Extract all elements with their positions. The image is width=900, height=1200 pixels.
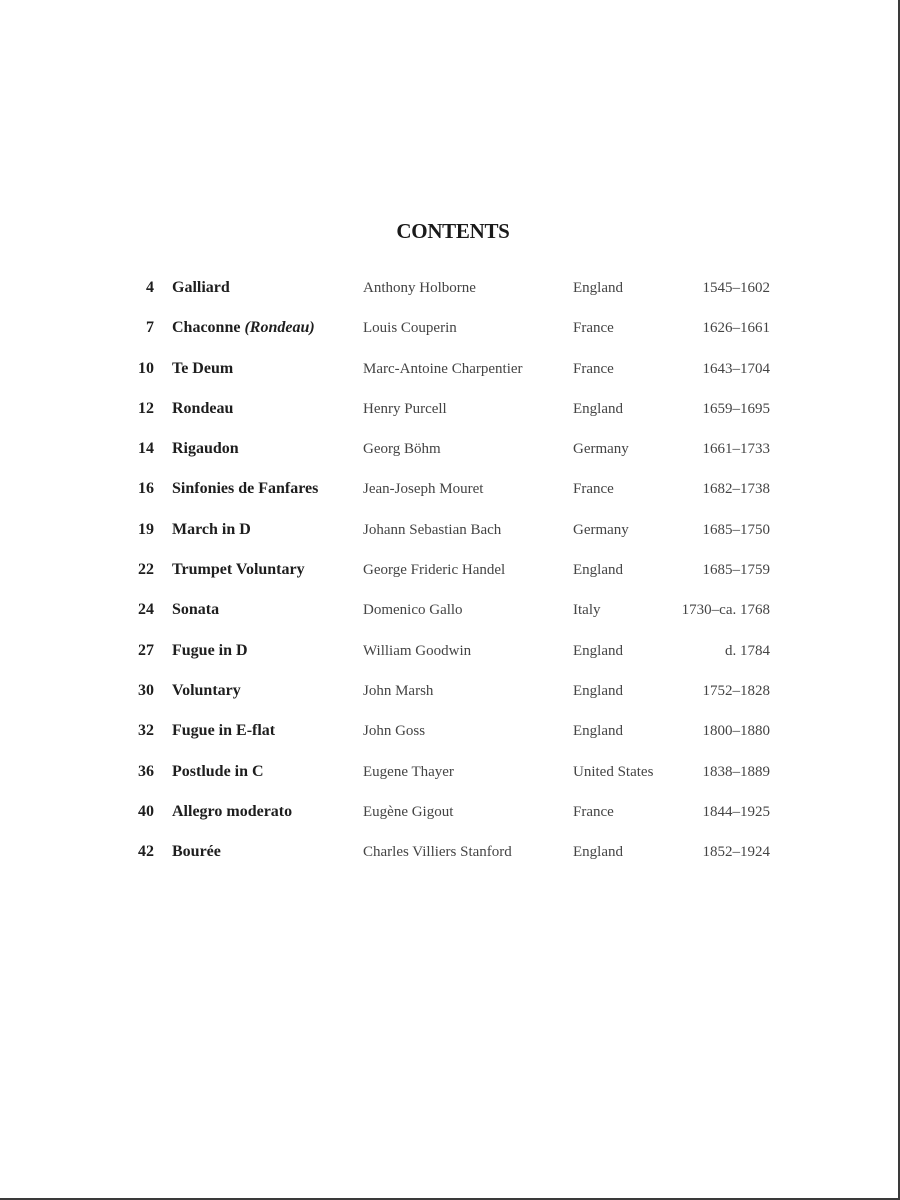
composer-country: England — [573, 682, 623, 699]
composer-dates: 1682–1738 — [702, 481, 770, 498]
composer-name: Anthony Holborne — [363, 280, 476, 296]
composer-country: England — [573, 562, 623, 579]
composer-name: Jean-Joseph Mouret — [363, 481, 484, 498]
composer-name: Marc-Antoine Charpentier — [363, 360, 523, 377]
piece-title — [172, 754, 264, 790]
page-number: 36 — [138, 762, 154, 780]
page-number: 30 — [138, 681, 154, 699]
piece-title — [172, 351, 233, 387]
piece-title — [172, 391, 233, 427]
composer-country: France — [573, 481, 614, 498]
contents-row[interactable] — [0, 310, 900, 350]
contents-list — [0, 270, 900, 874]
composer-dates: 1800–1880 — [702, 723, 770, 740]
composer-dates: 1844–1925 — [702, 803, 770, 820]
composer-dates: d. 1784 — [725, 642, 770, 659]
page-number: 16 — [138, 480, 154, 498]
composer-name: Henry Purcell — [363, 400, 447, 417]
page-number: 22 — [138, 561, 154, 579]
page-number: 27 — [138, 641, 154, 659]
page-number: 4 — [146, 279, 154, 296]
piece-title-main: Galliard — [172, 279, 230, 296]
contents-row[interactable] — [0, 834, 900, 874]
page-number: 32 — [138, 722, 154, 740]
composer-name: William Goodwin — [363, 642, 472, 659]
piece-title-main: Fugue in D — [172, 641, 248, 659]
contents-row[interactable] — [0, 512, 900, 552]
piece-title-main: Rigaudon — [172, 440, 239, 458]
piece-title — [172, 310, 315, 346]
piece-title — [172, 713, 275, 749]
piece-title-main: March in D — [172, 520, 251, 538]
piece-title — [172, 794, 292, 830]
piece-title — [172, 512, 251, 548]
piece-title-main: Voluntary — [172, 681, 241, 699]
contents-row[interactable] — [0, 633, 900, 673]
composer-country: United States — [573, 763, 654, 780]
page-number: 24 — [138, 601, 154, 619]
composer-country: England — [573, 280, 623, 296]
piece-title — [172, 834, 221, 870]
composer-dates: 1643–1704 — [702, 360, 770, 377]
composer-name: Eugène Gigout — [363, 803, 454, 820]
composer-country: France — [573, 320, 614, 337]
piece-title-main: Chaconne — [172, 319, 241, 337]
piece-title-main: Rondeau — [172, 399, 234, 417]
piece-title-main: Te Deum — [172, 359, 234, 377]
composer-dates: 1752–1828 — [702, 682, 770, 699]
contents-row[interactable] — [0, 351, 900, 391]
piece-title — [172, 431, 239, 467]
composer-name: Charles Villiers Stanford — [363, 844, 512, 861]
contents-row[interactable] — [0, 270, 900, 310]
composer-dates: 1545–1602 — [702, 280, 770, 296]
composer-dates: 1852–1924 — [702, 844, 770, 861]
composer-dates: 1661–1733 — [702, 441, 770, 458]
contents-row[interactable] — [0, 713, 900, 753]
piece-title-main: Sonata — [172, 601, 220, 619]
composer-dates: 1838–1889 — [702, 763, 770, 780]
contents-row[interactable] — [0, 471, 900, 511]
piece-title — [172, 673, 241, 709]
composer-country: Germany — [573, 521, 629, 538]
piece-title — [172, 552, 305, 588]
composer-country: England — [573, 400, 623, 417]
contents-row[interactable] — [0, 673, 900, 713]
piece-title-subtitle: (Rondeau) — [244, 319, 315, 337]
composer-name: Johann Sebastian Bach — [363, 521, 502, 538]
composer-dates: 1626–1661 — [702, 320, 770, 337]
piece-title — [172, 633, 248, 669]
composer-country: Italy — [573, 602, 601, 619]
piece-title — [172, 471, 318, 507]
page-number: 7 — [146, 319, 154, 337]
composer-dates: 1685–1750 — [702, 521, 770, 538]
composer-name: John Marsh — [363, 682, 434, 699]
composer-name: Eugene Thayer — [363, 763, 454, 780]
contents-row[interactable] — [0, 794, 900, 834]
page-number: 12 — [138, 399, 154, 417]
page-title: CONTENTS — [396, 219, 510, 243]
piece-title-main: Sinfonies de Fanfares — [172, 480, 319, 498]
contents-row[interactable] — [0, 391, 900, 431]
composer-dates: 1730–ca. 1768 — [681, 602, 770, 619]
page-number: 42 — [138, 843, 154, 861]
contents-row[interactable] — [0, 431, 900, 471]
page-number: 14 — [138, 440, 154, 458]
piece-title — [172, 270, 230, 306]
composer-name: George Frideric Handel — [363, 562, 506, 579]
page-number: 19 — [138, 520, 154, 538]
piece-title-main: Allegro moderato — [172, 802, 293, 820]
contents-row[interactable] — [0, 754, 900, 794]
composer-country: England — [573, 844, 623, 861]
composer-name: Louis Couperin — [363, 320, 457, 337]
composer-country: England — [573, 642, 623, 659]
composer-country: France — [573, 360, 614, 377]
composer-name: Domenico Gallo — [363, 602, 463, 619]
composer-dates: 1659–1695 — [702, 400, 770, 417]
page-number: 40 — [138, 802, 154, 820]
composer-country: France — [573, 803, 614, 820]
piece-title-main: Postlude in C — [172, 762, 264, 780]
composer-country: Germany — [573, 441, 629, 458]
piece-title-main: Fugue in E-flat — [172, 722, 276, 740]
piece-title-main: Trumpet Voluntary — [172, 561, 305, 579]
composer-name: Georg Böhm — [363, 441, 441, 458]
piece-title-main: Bourée — [172, 843, 221, 861]
composer-dates: 1685–1759 — [702, 562, 770, 579]
piece-title — [172, 592, 219, 628]
contents-row[interactable] — [0, 552, 900, 592]
composer-name: John Goss — [363, 723, 426, 740]
page-number: 10 — [138, 359, 154, 377]
contents-row[interactable] — [0, 592, 900, 632]
composer-country: England — [573, 723, 623, 740]
